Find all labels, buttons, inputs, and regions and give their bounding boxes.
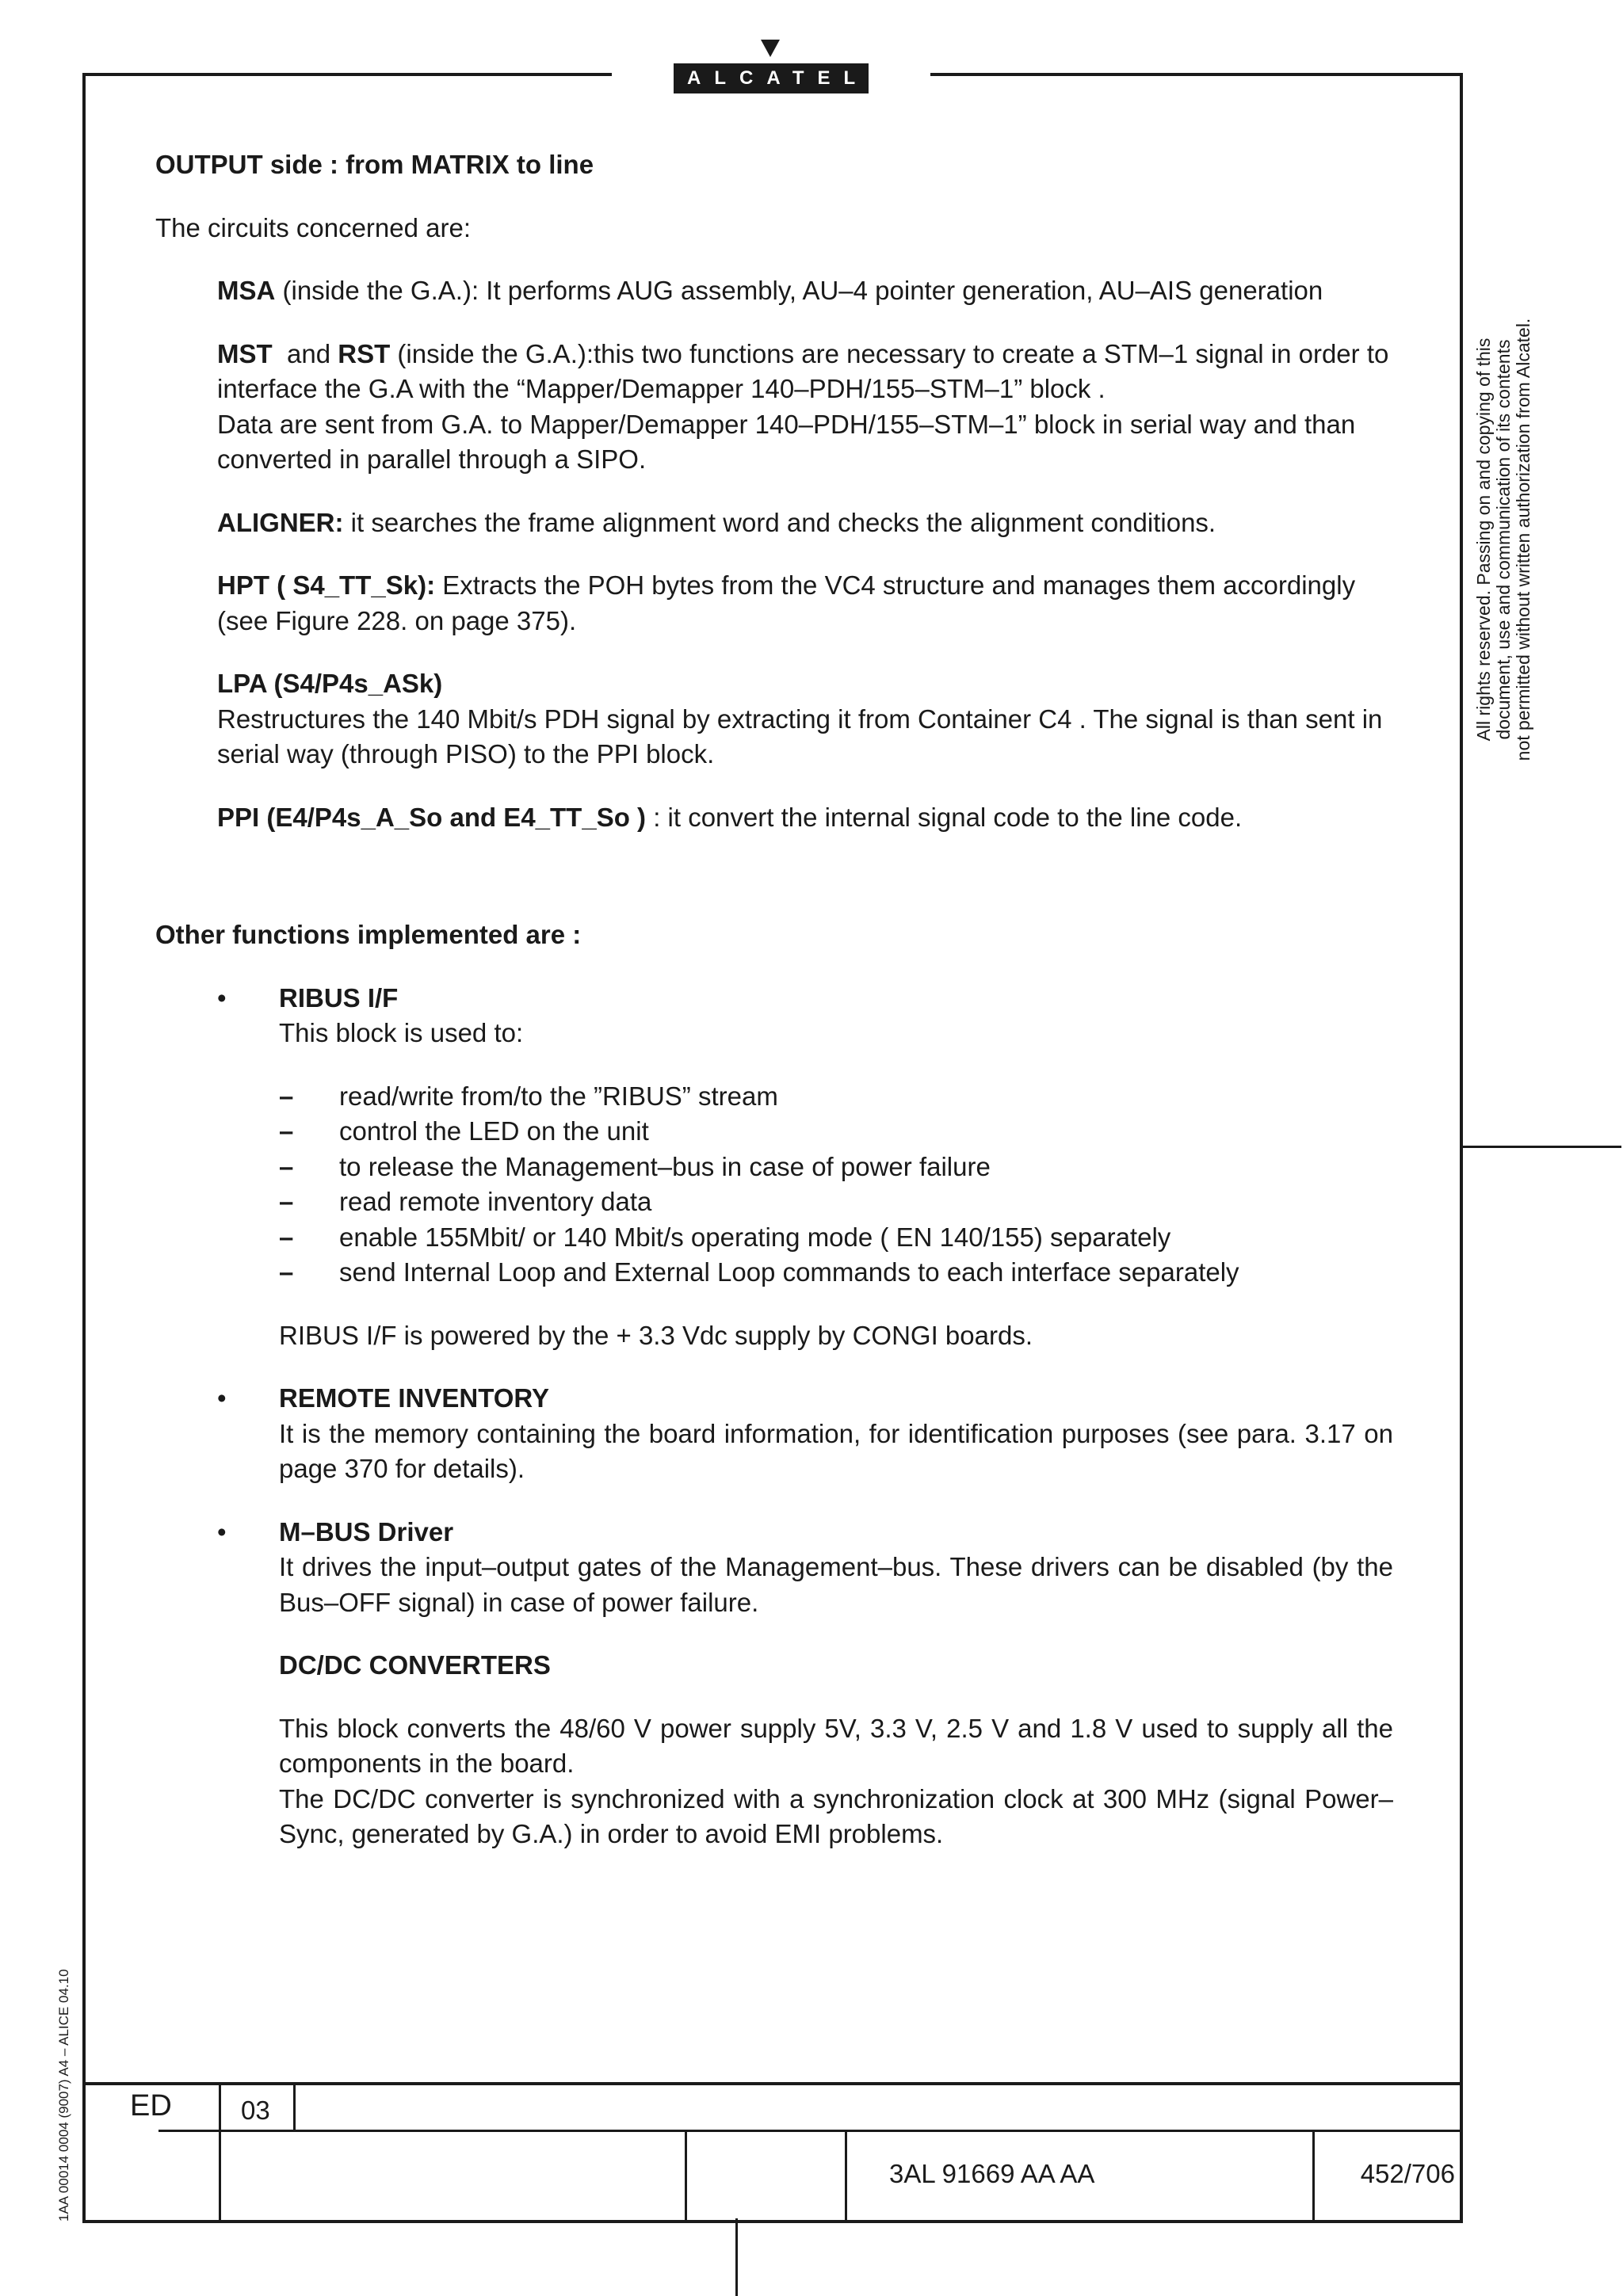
dcdc-title: DC/DC CONVERTERS [279,1650,551,1680]
bullet-icon: • [217,1516,227,1547]
frame-top-rule-left [84,73,612,76]
aligner-text: it searches the frame alignment word and checks the alignment conditions. [343,507,1216,537]
msa-paragraph [155,273,1393,309]
list-item [155,1184,1393,1220]
rst-term: RST [338,338,391,368]
footer-table [84,2082,1463,2223]
msa-text: (inside the G.A.): It performs AUG assembly, AU–4 pointer generation, AU–AIS generation [275,276,1323,305]
aligner-term: ALIGNER: [217,507,344,537]
ed-value: 03 [241,2096,270,2125]
other-functions-list [155,981,1393,1051]
ppi-text: : it convert the internal signal code to the line code. [646,802,1243,832]
mst-term: MST [217,338,273,368]
list-item-remote-inventory [155,1381,1393,1487]
fold-mark-right [1463,1146,1621,1148]
remote-inventory-text: It is the memory containing the board information, for identification purposes (see para. 3.17 on page 370 for details). [279,1418,1393,1483]
lpa-text: Restructures the 140 Mbit/s PDH signal by extracting it from Container C4 . The signal is than sent in serial way (through PISO) to the PPI block. [217,704,1383,769]
list-item [155,1255,1393,1291]
mst-rst-paragraph [155,337,1393,407]
mbus-driver-title: M–BUS Driver [279,1516,454,1547]
frame-top-rule-right [930,73,1463,76]
ribus-task-text: control the LED on the unit [339,1116,649,1146]
form-code-text: 1AA 00014 0004 (9007) A4 – ALICE 04.10 [56,1969,71,2222]
dash-icon: – [279,1187,294,1216]
remote-inventory-title: REMOTE INVENTORY [279,1383,550,1413]
heading-other-functions: Other functions implemented are : [155,920,582,949]
msa-term: MSA [217,276,276,305]
logo-arrow-icon [761,40,780,57]
ribus-power-note: RIBUS I/F is powered by the + 3.3 Vdc supply by CONGI boards. [279,1320,1033,1350]
dash-icon: – [279,1116,294,1146]
ppi-term: PPI (E4/P4s_A_So and E4_TT_So ) [217,802,647,832]
list-item [155,1114,1393,1150]
list-item-ribus [155,981,1393,1051]
dash-icon: – [279,1081,294,1111]
document-code: 3AL 91669 AA AA [889,2159,1095,2188]
hpt-text: Extracts the POH bytes from the VC4 structure and manages them accordingly (see Figure 228. on page 375). [217,570,1356,635]
ribus-task-text: read/write from/to the ”RIBUS” stream [339,1081,778,1111]
bullet-icon: • [217,1383,227,1413]
ribus-title: RIBUS I/F [279,982,399,1013]
logo-text: ALCATEL [674,63,869,93]
frame-left-rule [82,73,86,2223]
ed-label: ED [130,2089,172,2122]
ppi-paragraph [155,800,1393,836]
mst-and: and [272,338,338,368]
other-functions-list-2 [155,1381,1393,1487]
lpa-term: LPA (S4/P4s_ASk) [217,669,443,698]
dash-icon: – [279,1257,294,1287]
alcatel-logo [674,40,869,95]
hpt-term: HPT ( S4_TT_Sk): [217,570,436,600]
fold-mark-bottom [735,2218,738,2296]
ribus-tasks-list [155,1079,1393,1291]
other-functions-list-3 [155,1515,1393,1621]
page-number: 452/706 [1360,2159,1455,2188]
ribus-intro: This block is used to: [279,1018,524,1047]
copyright-line-3: not permitted without written authorization from Alcatel. [1513,318,1533,761]
dash-icon: – [279,1222,294,1252]
ribus-task-text: read remote inventory data [339,1187,652,1216]
list-item [155,1079,1393,1115]
dash-icon: – [279,1151,294,1181]
ribus-task-text: send Internal Loop and External Loop commands to each interface separately [339,1257,1239,1287]
form-code [52,1901,84,2222]
page-content [155,147,1393,1852]
copyright-line-2: document, use and communication of its contents [1493,339,1514,740]
copyright-notice [1474,274,1533,805]
heading-output-side: OUTPUT side : from MATRIX to line [155,150,594,179]
aligner-paragraph [155,505,1393,541]
list-item-mbus-driver [155,1515,1393,1621]
frame-right-rule [1460,73,1463,2223]
circuits-intro: The circuits concerned are: [155,212,472,242]
ribus-task-text: to release the Management–bus in case of power failure [339,1151,991,1181]
list-item [155,1220,1393,1256]
dcdc-text-1: This block converts the 48/60 V power supply 5V, 3.3 V, 2.5 V and 1.8 V used to supply all the components in the board. [279,1713,1393,1778]
ribus-task-text: enable 155Mbit/ or 140 Mbit/s operating mode ( EN 140/155) separately [339,1222,1171,1252]
dcdc-text-2: The DC/DC converter is synchronized with a synchronization clock at 300 MHz (signal Power–Sync, generated by G.A.) in order to avoid EMI problems. [279,1783,1393,1848]
list-item [155,1150,1393,1185]
mbus-driver-text: It drives the input–output gates of the Management–bus. These drivers can be disabled (by the Bus–OFF signal) in case of power failure. [279,1552,1393,1617]
mst-rst-text: (inside the G.A.):this two functions are necessary to create a STM–1 signal in order to interface the G.A with the “Mapper/Demapper 140–PDH/155–STM–1” block . [217,338,1389,403]
bullet-icon: • [217,982,227,1013]
hpt-paragraph [155,568,1393,639]
mst-rst-text-2: Data are sent from G.A. to Mapper/Demapper 140–PDH/155–STM–1” block in serial way and than converted in parallel through a SIPO. [217,409,1356,474]
copyright-line-1: All rights reserved. Passing on and copying of this [1473,338,1494,742]
